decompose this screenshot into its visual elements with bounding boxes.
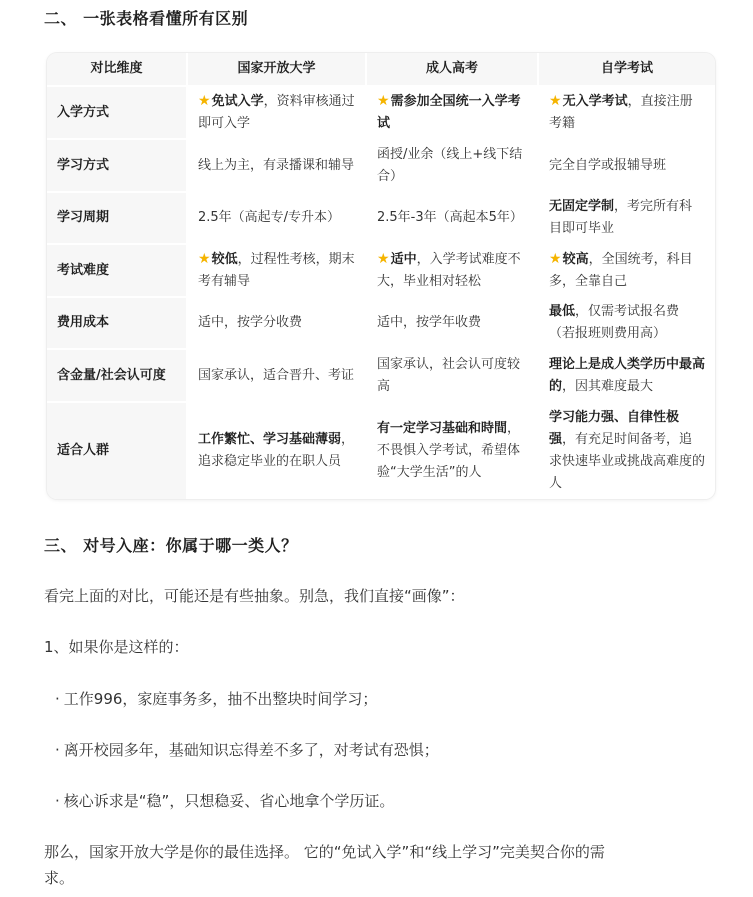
bullet-marker: · (55, 792, 60, 810)
star-icon: ★ (377, 93, 390, 109)
cell-emphasis: 较低 (211, 252, 238, 267)
table-header-cell: 成人高考 (367, 53, 537, 85)
table-cell (188, 140, 365, 191)
table-cell (367, 193, 537, 243)
table-dimension-cell: 适合人群 (47, 403, 186, 499)
table-dimension-cell: 入学方式 (47, 87, 186, 138)
star-icon: ★ (198, 251, 211, 267)
cell-text: ，直接注册考籍 (549, 94, 693, 131)
bullet-item (55, 739, 439, 760)
cell-text: 适中，按学年收费 (377, 315, 482, 330)
conclusion-line-1: 那么，国家开放大学是你的最佳选择。 它的“免试入学”和“线上学习”完美契合你的需 (44, 843, 605, 861)
bullet-text: 核心诉求是“稳”，只想稳妥、省心地拿个学历证。 (63, 792, 395, 810)
bullet-text: 离开校园多年，基础知识忘得差不多了，对考试有恐惧； (63, 741, 439, 759)
cell-text: ，资料审核通过即可入学 (198, 94, 355, 131)
cell-text: 适中，按学分收费 (198, 315, 303, 330)
table-cell (539, 193, 715, 243)
case-1-title: 1、如果你是这样的： (44, 638, 189, 656)
star-icon: ★ (549, 251, 562, 267)
cell-text: ，因其难度最大 (562, 378, 654, 394)
cell-text: ，不畏惧入学考试，希望体验“大学生活”的人 (377, 421, 521, 480)
cell-text: ，仅需考试报名费（若报班则费用高） (549, 304, 680, 341)
cell-emphasis: 有一定学习基础和時間 (377, 421, 508, 436)
table-dimension-cell: 学习方式 (47, 140, 186, 191)
cell-emphasis: 适中 (390, 252, 417, 267)
cell-text: ，全国统考，科目多，全靠自己 (549, 252, 693, 289)
table-cell (367, 350, 537, 401)
star-icon: ★ (549, 93, 562, 109)
cell-emphasis: 需参加全国统一入学考试 (377, 94, 521, 131)
cell-emphasis: 工作繁忙、学习基础薄弱 (198, 432, 342, 447)
table-cell (539, 403, 715, 499)
table-cell (367, 403, 537, 499)
table-cell (367, 298, 537, 348)
bullet-text: 工作996，家庭事务多，抽不出整块时间学习； (63, 690, 378, 708)
star-icon: ★ (198, 93, 211, 109)
table-cell (188, 298, 365, 348)
table-cell (539, 87, 715, 138)
cell-emphasis: 免试入学 (211, 94, 264, 109)
table-cell (188, 403, 365, 499)
table-cell (188, 193, 365, 243)
cell-emphasis: 无入学考试 (562, 94, 628, 109)
comparison-table (47, 53, 715, 499)
table-header-cell: 自学考试 (539, 53, 715, 85)
cell-text: 2.5年（高起专/专升本） (198, 210, 341, 225)
table-cell (539, 298, 715, 348)
cell-emphasis: 无固定学制 (549, 199, 615, 214)
cell-text: 2.5年-3年（高起本5年） (377, 210, 523, 225)
bullet-item (55, 790, 394, 811)
cell-text: ，有充足时间备考，追求快速毕业或挑战高难度的人 (549, 432, 706, 491)
cell-emphasis: 最低 (549, 304, 576, 319)
bullet-item (55, 688, 377, 709)
table-cell (367, 245, 537, 296)
cell-emphasis: 学习能力强、自律性极强 (549, 410, 680, 447)
cell-text: 国家承认，适合晋升、考证 (198, 367, 355, 383)
table-cell (539, 350, 715, 401)
table-cell (367, 140, 537, 191)
table-dimension-cell: 考试难度 (47, 245, 186, 296)
table-dimension-cell: 学习周期 (47, 193, 186, 243)
cell-emphasis: 理论上是成人类学历中最高的 (549, 356, 706, 394)
cell-text: ，考完所有科目即可毕业 (549, 199, 693, 236)
table-header-cell: 国家开放大学 (188, 53, 365, 85)
table-dimension-cell: 含金量/社会认可度 (47, 350, 186, 401)
cell-emphasis: 较高 (562, 252, 589, 267)
cell-text: ，入学考试难度不大，毕业相对轻松 (377, 252, 521, 289)
table-header-cell: 对比维度 (47, 53, 186, 85)
table-cell (367, 87, 537, 138)
conclusion-line-2: 求。 (44, 869, 75, 887)
cell-text: ，追求稳定毕业的在职人员 (198, 432, 355, 469)
intro-paragraph: 看完上面的对比，可能还是有些抽象。别急，我们直接“画像”： (44, 587, 465, 605)
table-cell (539, 245, 715, 296)
section-3-heading: 三、 对号入座：你属于哪一类人？ (44, 536, 298, 555)
bullet-marker: · (55, 690, 60, 708)
table-cell (188, 87, 365, 138)
table-cell (188, 350, 365, 401)
cell-text: 国家承认，社会认可度较高 (377, 356, 521, 394)
star-icon: ★ (377, 251, 390, 267)
bullet-marker: · (55, 741, 60, 759)
cell-text: ，过程性考核，期末考有辅导 (198, 252, 355, 289)
cell-text: 线上为主，有录播课和辅导 (198, 157, 355, 173)
table-dimension-cell: 费用成本 (47, 298, 186, 348)
table-cell (188, 245, 365, 296)
table-cell (539, 140, 715, 191)
cell-text: 函授/业余（线上+线下结合） (377, 146, 523, 184)
cell-text: 完全自学或报辅导班 (549, 157, 667, 173)
section-2-heading: 二、 一张表格看懂所有区别 (44, 9, 249, 28)
